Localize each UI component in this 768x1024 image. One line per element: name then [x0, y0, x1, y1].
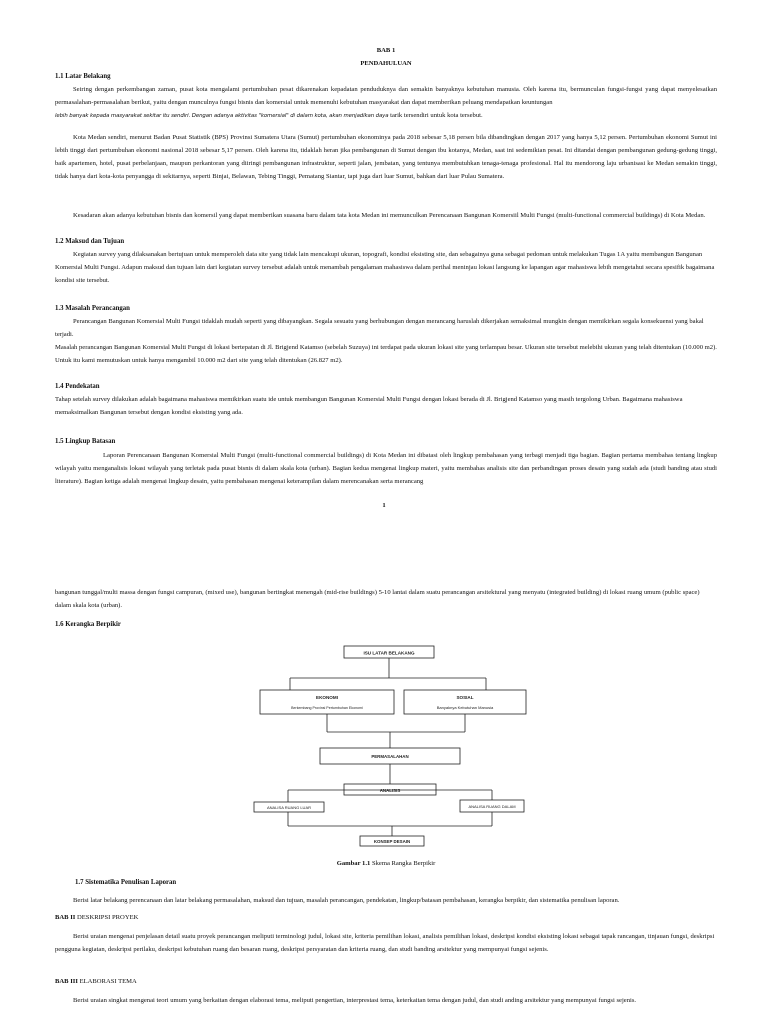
bab-2-title: DESKRIPSI PROYEK — [77, 914, 139, 921]
paragraph-masalah-perancangan-2 — [55, 341, 717, 367]
heading-sistematika: 1.7 Sistematika Penulisan Laporan — [75, 879, 177, 886]
paragraph-text: Berisi uraian singkat mengenai teori umum yang berkaitan dengan elaborasi tema, meliputi pengertian, interprestasi tema, keterkaitan tema dengan judul, dan studi anding arsitektur yang mempunyai fungsi sejenis. — [73, 997, 637, 1004]
page-number: 1 — [382, 502, 386, 509]
bab-3-title: ELABORASI TEMA — [79, 978, 137, 985]
paragraph-lingkup-batasan — [55, 449, 717, 488]
paragraph-bab-2 — [55, 930, 717, 956]
heading-kerangka-berpikir: 1.6 Kerangka Berpikir — [55, 621, 121, 628]
figure-caption-text: Skema Rangka Berpikir — [371, 860, 436, 867]
paragraph-bab-3 — [55, 994, 717, 1007]
label-ruang-dalam: ANALISA RUANG DALAM — [468, 804, 516, 809]
label-isu: ISU LATAR BELAKANG — [363, 650, 415, 656]
heading-pendekatan: 1.4 Pendekatan — [55, 383, 100, 390]
label-sosial: SOSIAL — [456, 695, 474, 700]
paragraph-tail: tarik tersendiri untuk kota tersebut. — [390, 112, 483, 119]
figure-caption — [55, 857, 717, 870]
heading-masalah-perancangan: 1.3 Masalah Perancangan — [55, 305, 130, 312]
label-ekonomi-sub: Berkembang Provinsi Pertumbuhan Ekonomi — [291, 706, 363, 710]
figure-label: Gambar 1.1 — [336, 860, 371, 867]
heading-bab-2 — [55, 911, 717, 924]
paragraph-text: Berisi uraian mengenai penjelasan detail suatu proyek perancangan meliputi terminologi judul, lokasi site, kriteria pemilihan lokasi, analisis pemilihan lokasi, deskripsi kondisi eksisting lokasi sebagai tapak rancangan, tinjauan fungsi, deskripsi pengguna kegiatan, deskripsi perilaku, deskripsi kebutuhan ruang dan besaran ruang, deskripsi persyaratan dan kriteria ruang, dan studi banding arsitektur yang mempunyai fungsi sejenis. — [55, 933, 715, 953]
paragraph-latar-belakang-3 — [55, 209, 717, 222]
bab-title: PENDAHULUAN — [360, 60, 412, 67]
heading-maksud-tujuan: 1.2 Maksud dan Tujuan — [55, 238, 125, 245]
paragraph-masalah-perancangan-1 — [55, 315, 717, 341]
paragraph-text: Kota Medan sendiri, menurut Badan Pusat Statistik (BPS) Provinsi Sumatera Utara (Sumut) pertumbuhan ekonominya pada 2018 sebesar 5,18 persen bila dibandingkan dengan 2017 yang hanya 5,12 persen. Pertumbuhan ekonomi Sumut ini lebih tinggi dari pertumbuhan ekonomi nasional 2018 sebesar 5,17 persen. Oleh karena itu, tidaklah heran jika pembangunan di Sumut dengan ibu kotanya, Medan, saat ini sedemikian pesat. Ini ditandai dengan pembangunan gedung-gedung tinggi, baik apartemen, hotel, pusat perbelanjaan, maupun perkantoran yang diiringi pembangunan infrastruktur, seperti jalan, jembatan, yang tentunya membutuhkan tenaga-tenaga profesional. Hal itu mendorong laju urbanisasi ke Medan semakin tinggi, tidak hanya dari kota-kota penyangga di sekitarnya, seperti Binjai, Belawan, Tebing Tinggi, Pematang Siantar, tapi juga dari luar Sumut, bahkan dari luar Pulau Sumatera. — [55, 134, 717, 180]
bab-3-label: BAB III — [55, 978, 78, 985]
label-sosial-sub: Banyaknya Kebutuhan Manusia — [436, 705, 494, 710]
paragraph-pendekatan — [55, 393, 717, 419]
paragraph-text: Berisi latar belakang perencanaan dan latar belakang permasalahan, maksud dan tujuan, masalah perancangan, pendekatan, lingkup/batasan pembahasan, kerangka berpikir, dan sistematika penulisan laporan. — [73, 897, 620, 904]
paragraph-maksud-tujuan — [55, 248, 717, 287]
kerangka-berpikir-diagram — [240, 640, 540, 850]
box-sosial — [404, 690, 526, 714]
paragraph-sistematika — [55, 894, 717, 907]
label-ekonomi: EKONOMI — [316, 695, 338, 700]
box-ekonomi — [260, 690, 394, 714]
paragraph-text: Masalah perancangan Bangunan Komersial Multi Fungsi di lokasi bertepatan di Jl. Brigjend Katamso (sebelah Suzuya) ini terdapat pada ukuran lokasi site yang terlampau besar. Ukuran site tersebut melebihi ukuran yang telah ditentukan (10.000 m2). Untuk itu kami memutuskan untuk hanya mengambil 10.000 m2 dari site yang telah ditentukan (26.827 m2). — [55, 344, 717, 364]
paragraph-text: Seiring dengan perkembangan zaman, pusat kota mengalami pertumbuhan pesat dikarenakan kepadatan penduduknya dan semakin banyaknya kebutuhan manusia. Oleh karena itu, bermunculan fungsi-fungsi yang dapat menyelesaikan permasalahan-permasalahan berikut, yaitu dengan munculnya fungsi bisnis dan komersial untuk memenuhi kebutuhan masyarakat dan dapat memberikan peluang mendapatkan keuntungan — [55, 86, 717, 106]
label-analisis: ANALISIS — [379, 788, 401, 793]
handwritten-text: lebih banyak kepada masyarakat sekitar itu sendiri. Dengan adanya aktivitas "komersial" di dalam kota, akan menjadikan daya — [55, 113, 389, 119]
label-permasalahan: PERMASALAHAN — [371, 754, 409, 759]
paragraph-text: Kesadaran akan adanya kebutuhan bisnis dan komersil yang dapat memberikan suasana baru dalam tata kota Medan ini memunculkan Perencanaan Bangunan Komersiil Multi Fungsi (multi-functional commercial buildings) di Kota Medan. — [73, 212, 706, 219]
label-ruang-luar: ANALISA RUANG LUAR — [266, 805, 312, 810]
heading-lingkup-batasan: 1.5 Lingkup Batasan — [55, 438, 116, 445]
paragraph-text: Tahap setelah survey dilakukan adalah bagaimana mahasiswa memikirkan suatu ide untuk membangun Bangunan Komersial Multi Fungsi dengan lokasi berada di Jl. Brigjend Katamso yang masih tergolong Urban. Bagaimana mahasiswa memaksimalkan Bangunan tersebut dengan kondisi eksisting yang ada. — [55, 396, 683, 416]
paragraph-text: Laporan Perencanaan Bangunan Komersial Multi Fungsi (multi-functional commercial buildings) di Kota Medan ini dibatasi oleh lingkup pembahasan yang terbagi menjadi tiga bagian. Bagian pertama membahas tentang lingkup wilayah yaitu menganalisis lokasi wilayah yang terletak pada pusat bisnis di dalam skala kota (urban). Bagian kedua mengenai lingkup materi, yaitu membahas analisis site dan perbandingan proses desain yang sudah ada (studi banding atau studi literature). Bagian ketiga adalah mengenai lingkup desain, yaitu pembahasan mengenai keterampilan dalam merencanakan serta merancang — [55, 452, 717, 485]
paragraph-text: bangunan tunggal/multi massa dengan fungsi campuran, (mixed use), bangunan bertingkat menengah (mid-rise buildings) 5-10 lantai dalam suatu perancangan arsitektural yang menyatu (integrated building) di lokasi ruang umum (public space) dalam skala kota (urban). — [55, 589, 700, 609]
label-konsep: KONSEP DESAIN — [373, 839, 411, 844]
paragraph-latar-belakang-2 — [55, 131, 717, 183]
heading-latar-belakang: 1.1 Latar Belakang — [55, 73, 111, 80]
bab-number: BAB 1 — [376, 47, 396, 54]
heading-bab-3 — [55, 975, 717, 988]
paragraph-lingkup-batasan-cont — [55, 586, 717, 612]
paragraph-text: Perancangan Bangunan Komersial Multi Fungsi tidaklah mudah seperti yang dibayangkan. Segala sesuatu yang berhubungan dengan merancang haruslah dikerjakan semaksimal mungkin dengan memikirkan segala konsekuensi yang bakal terjadi. — [55, 318, 704, 338]
bab-2-label: BAB II — [55, 914, 76, 921]
paragraph-latar-belakang-1 — [55, 83, 717, 123]
paragraph-text: Kegiatan survey yang dilaksanakan bertujuan untuk memperoleh data site yang tidak lain mencakupi ukuran, topografi, kondisi eksisting site, dan sebagainya guna sebagai pedoman untuk melakukan Tugas 1A yaitu membangun Bangunan Komersial Multi Fungsi. Adapun maksud dan tujuan lain dari kegiatan survey tersebut adalah untuk menambah pengalaman mahasiswa dalam perihal meninjau lokasi langsung ke lapangan agar mahasiswa lebih mengetahui secara spesifik bagaimana kondisi site tersebut. — [55, 251, 715, 284]
